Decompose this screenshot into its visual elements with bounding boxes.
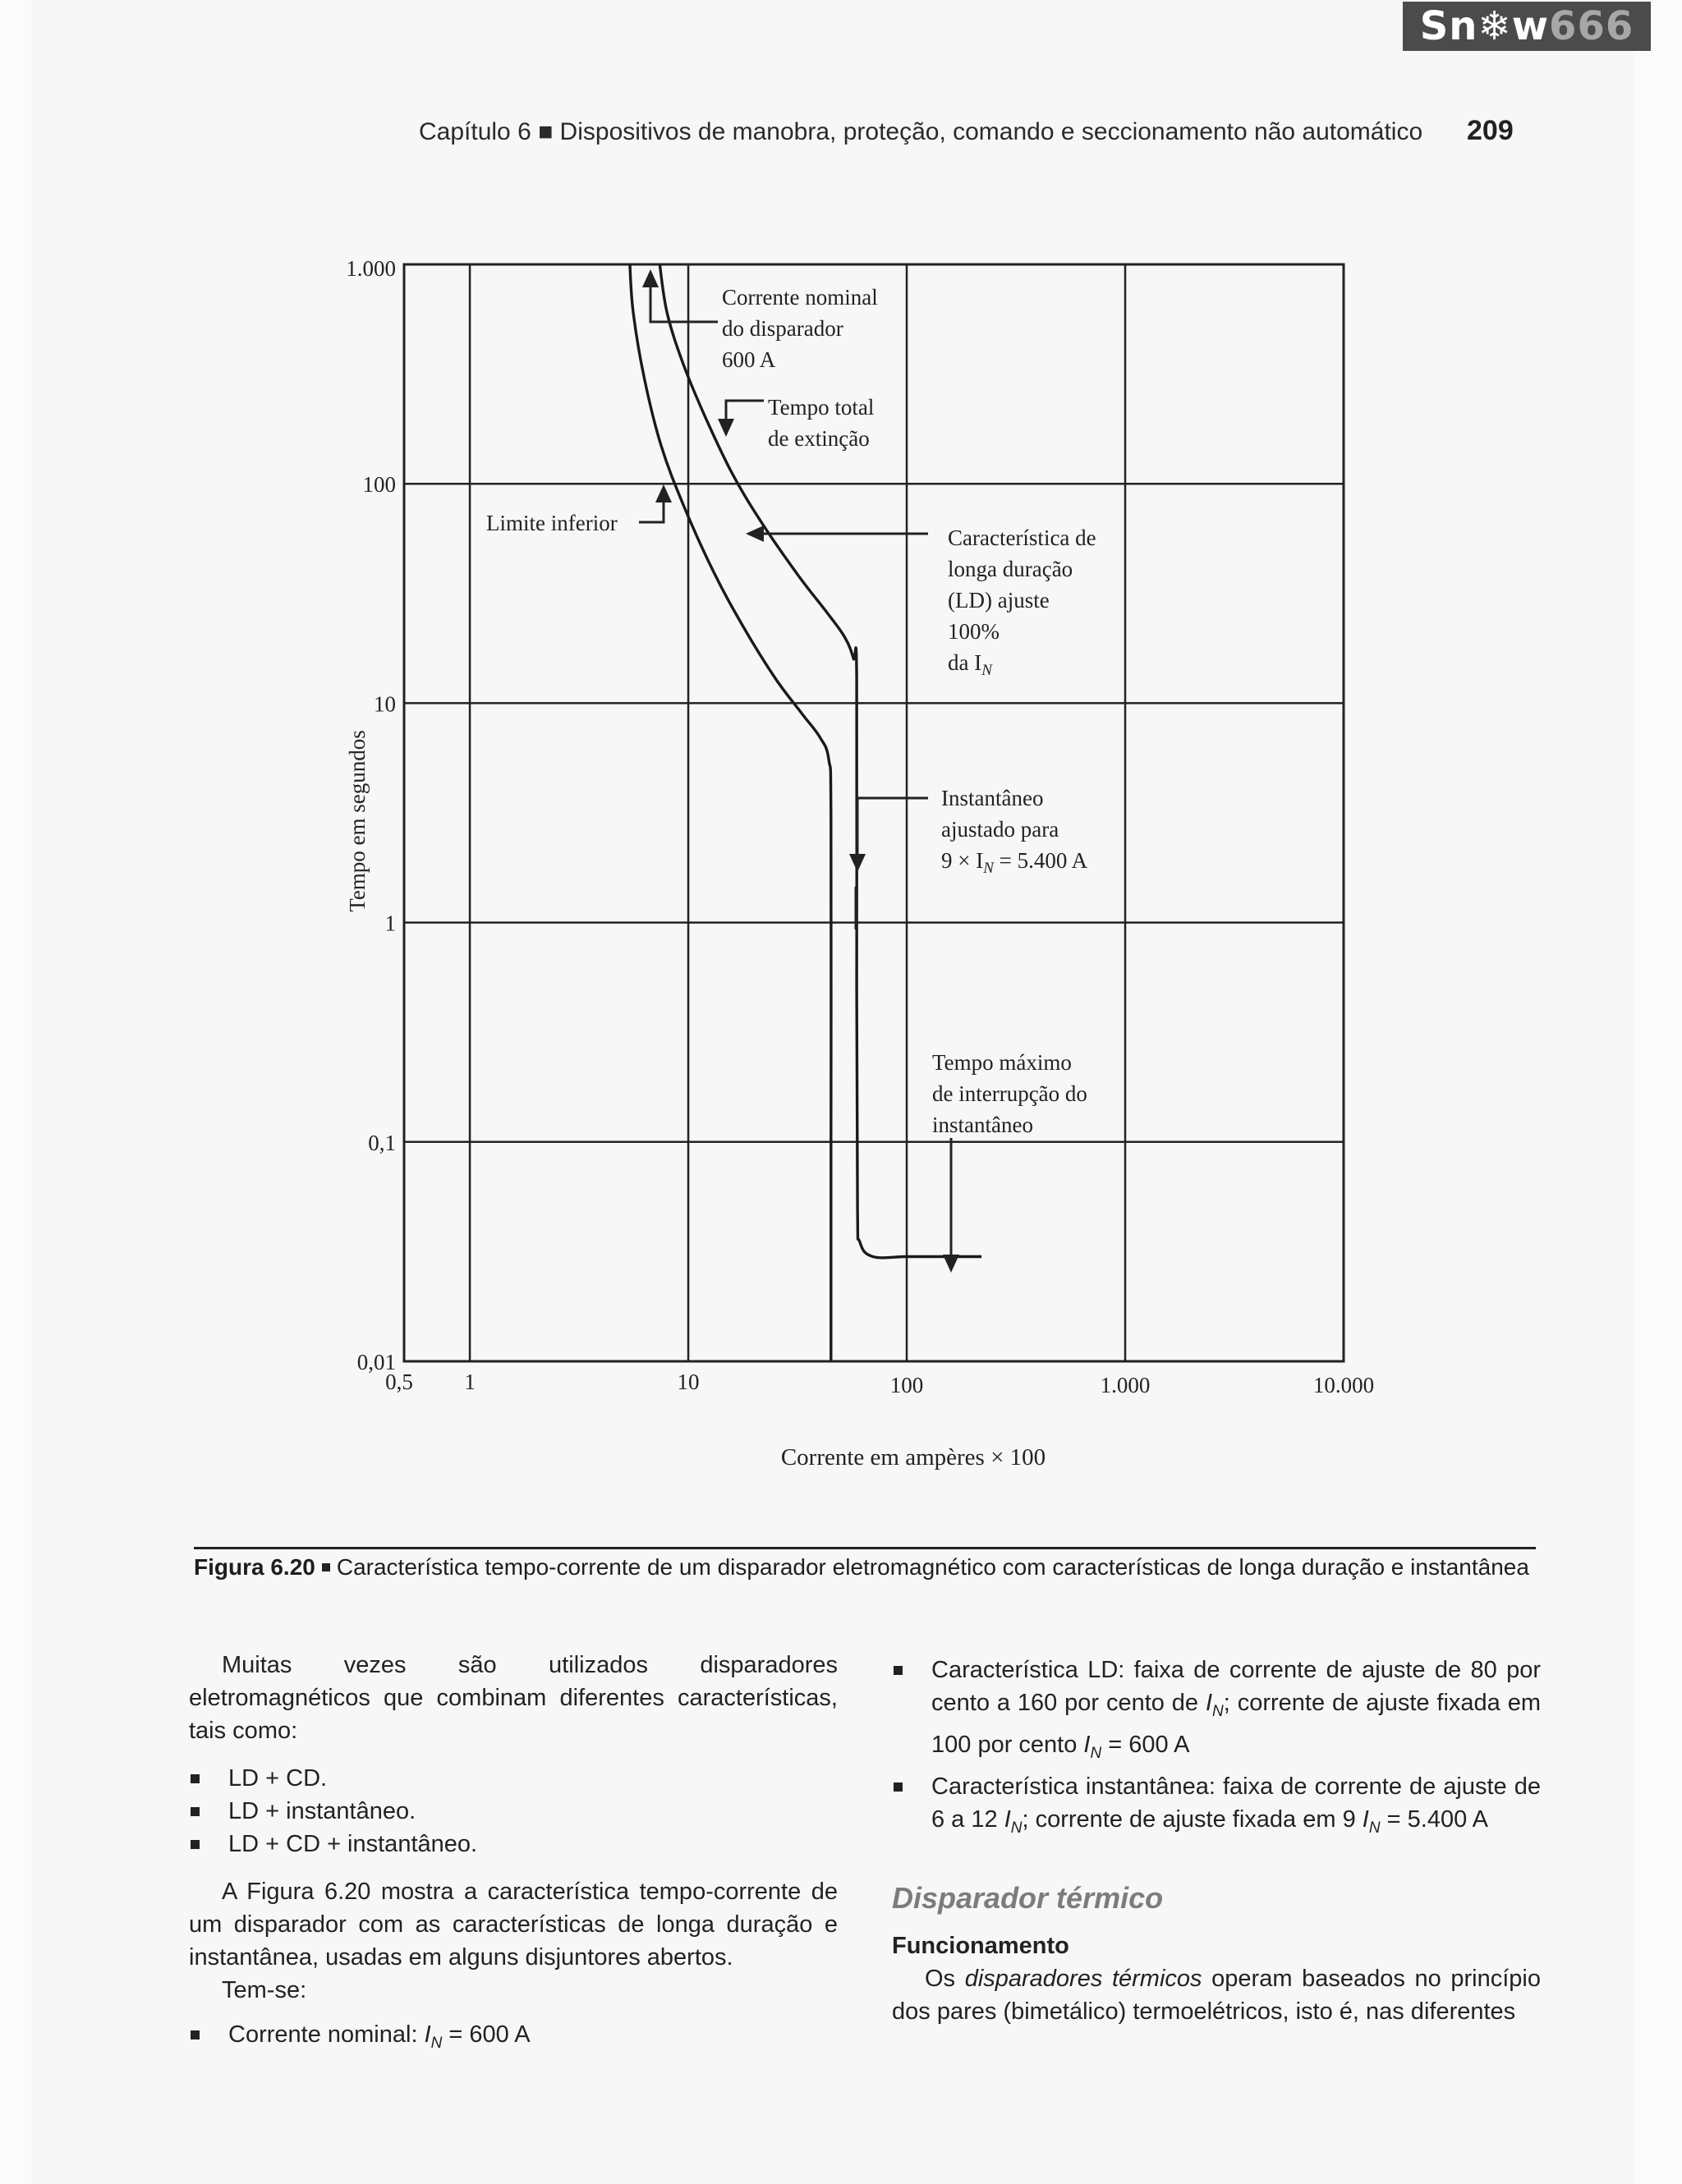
arrow-total	[718, 419, 734, 437]
annotation-tmax-3: instantâneo	[932, 1113, 1033, 1137]
subsection-title: Funcionamento	[892, 1933, 1069, 1960]
annotation-ld-2: longa duração	[948, 557, 1073, 581]
chart-grid	[404, 264, 1344, 1361]
y-axis-label: Tempo em segundos	[345, 730, 370, 912]
x-tick-label: 10.000	[1312, 1373, 1375, 1397]
annotation-inst-3: $9 \times I_N = 5.400$ A	[941, 848, 1088, 877]
annotation-total-2: de extinção	[768, 426, 870, 451]
annotation-ld-4: 100%	[948, 619, 1000, 644]
paragraph-intro: Muitas vezes são utilizados disparadores eletromagnéticos que combinam diferentes características, tais como:	[189, 1652, 838, 1744]
y-tick-label: 1	[384, 911, 396, 936]
annotation-ld-1: Característica de	[948, 525, 1096, 550]
x-tick-labels	[385, 1370, 1374, 1397]
y-tick-label: 0,1	[368, 1130, 396, 1155]
arrow-tmax	[943, 1255, 959, 1273]
caption-square-icon	[322, 1563, 330, 1571]
list-item: LD + CD + instantâneo.	[189, 1828, 838, 1861]
annotation-inst-2: ajustado para	[941, 817, 1059, 842]
annotation-total-1: Tempo total	[768, 395, 875, 420]
list-item: LD + CD.	[189, 1762, 838, 1795]
figure-caption	[194, 1552, 1541, 1583]
annotation-nominal-2: do disparador	[722, 316, 843, 341]
annotation-tmax-2: de interrupção do	[932, 1081, 1087, 1106]
arrow-ld	[746, 525, 764, 542]
right-column	[892, 1654, 1541, 2028]
left-column	[189, 1649, 838, 2060]
arrow-inst	[849, 854, 866, 872]
x-tick-label: 10	[677, 1370, 700, 1394]
y-tick-label: 100	[362, 472, 396, 498]
leader-inst	[857, 798, 928, 864]
watermark-logo: Sn❄w666	[1403, 2, 1651, 51]
page-number: 209	[1467, 115, 1514, 146]
y-tick-label: 10	[374, 691, 396, 717]
annotation-nominal-3: 600 A	[722, 347, 776, 372]
list-item: LD + instantâneo.	[189, 1795, 838, 1828]
x-tick-label: 1	[464, 1370, 476, 1394]
list-item-nominal: Corrente nominal: $I_N = 600$ A	[189, 2018, 838, 2060]
leader-nominal	[650, 278, 718, 322]
plot-frame	[404, 264, 1344, 1361]
annotation-tmax-1: Tempo máximo	[932, 1050, 1072, 1075]
x-tick-label: 0,5	[385, 1370, 413, 1394]
y-tick-label: 0,01	[356, 1350, 396, 1374]
list-item-ld: Característica LD: faixa de corrente de ajuste de 80 por cento a 160 por cento de $I_N$; corrente de ajuste fixada em 100 por cento $I_N = 600$ A	[892, 1654, 1541, 1770]
running-head: Capítulo 6 ■ Dispositivos de manobra, proteção, comando e seccionamento não automático	[419, 118, 1423, 145]
caption-text: Característica tempo-corrente de um disparador eletromagnético com características de longa duração e instantânea	[336, 1554, 1529, 1580]
caption-rule	[194, 1547, 1536, 1549]
annotation-ld-5: da $I_N$	[948, 650, 992, 679]
x-tick-label: 1.000	[1100, 1373, 1151, 1397]
annotation-nominal-1: Corrente nominal	[722, 285, 878, 310]
y-tick-label: 1.000	[346, 256, 396, 281]
annotation-ld-3: (LD) ajuste	[948, 588, 1050, 613]
leader-total	[726, 401, 764, 429]
annotation-limite: Limite inferior	[486, 511, 618, 535]
paragraph-thermal: Os disparadores térmicos operam baseados no princípio dos pares (bimetálico) termoelétricos, isto é, nas diferentes	[892, 1966, 1541, 2026]
caption-label: Figura 6.20	[194, 1554, 315, 1580]
list-item-inst: Característica instantânea: faixa de corrente de ajuste de 6 a 12 $I_N$; corrente de ajuste fixada em 9 $I_N = 5.400$ A	[892, 1770, 1541, 1845]
x-tick-label: 100	[889, 1373, 924, 1397]
arrow-nominal	[642, 269, 659, 287]
section-title: Disparador térmico	[892, 1881, 1164, 1916]
arrow-limite	[655, 484, 672, 502]
paragraph-temse: Tem-se:	[222, 1977, 307, 2003]
annotation-inst-1: Instantâneo	[941, 786, 1044, 810]
x-axis-label: Corrente em ampères × 100	[780, 1444, 1046, 1471]
paragraph-figure: A Figura 6.20 mostra a característica tempo-corrente de um disparador com as características de longa duração e instantânea, usadas em alguns disjuntores abertos.	[189, 1879, 838, 1971]
